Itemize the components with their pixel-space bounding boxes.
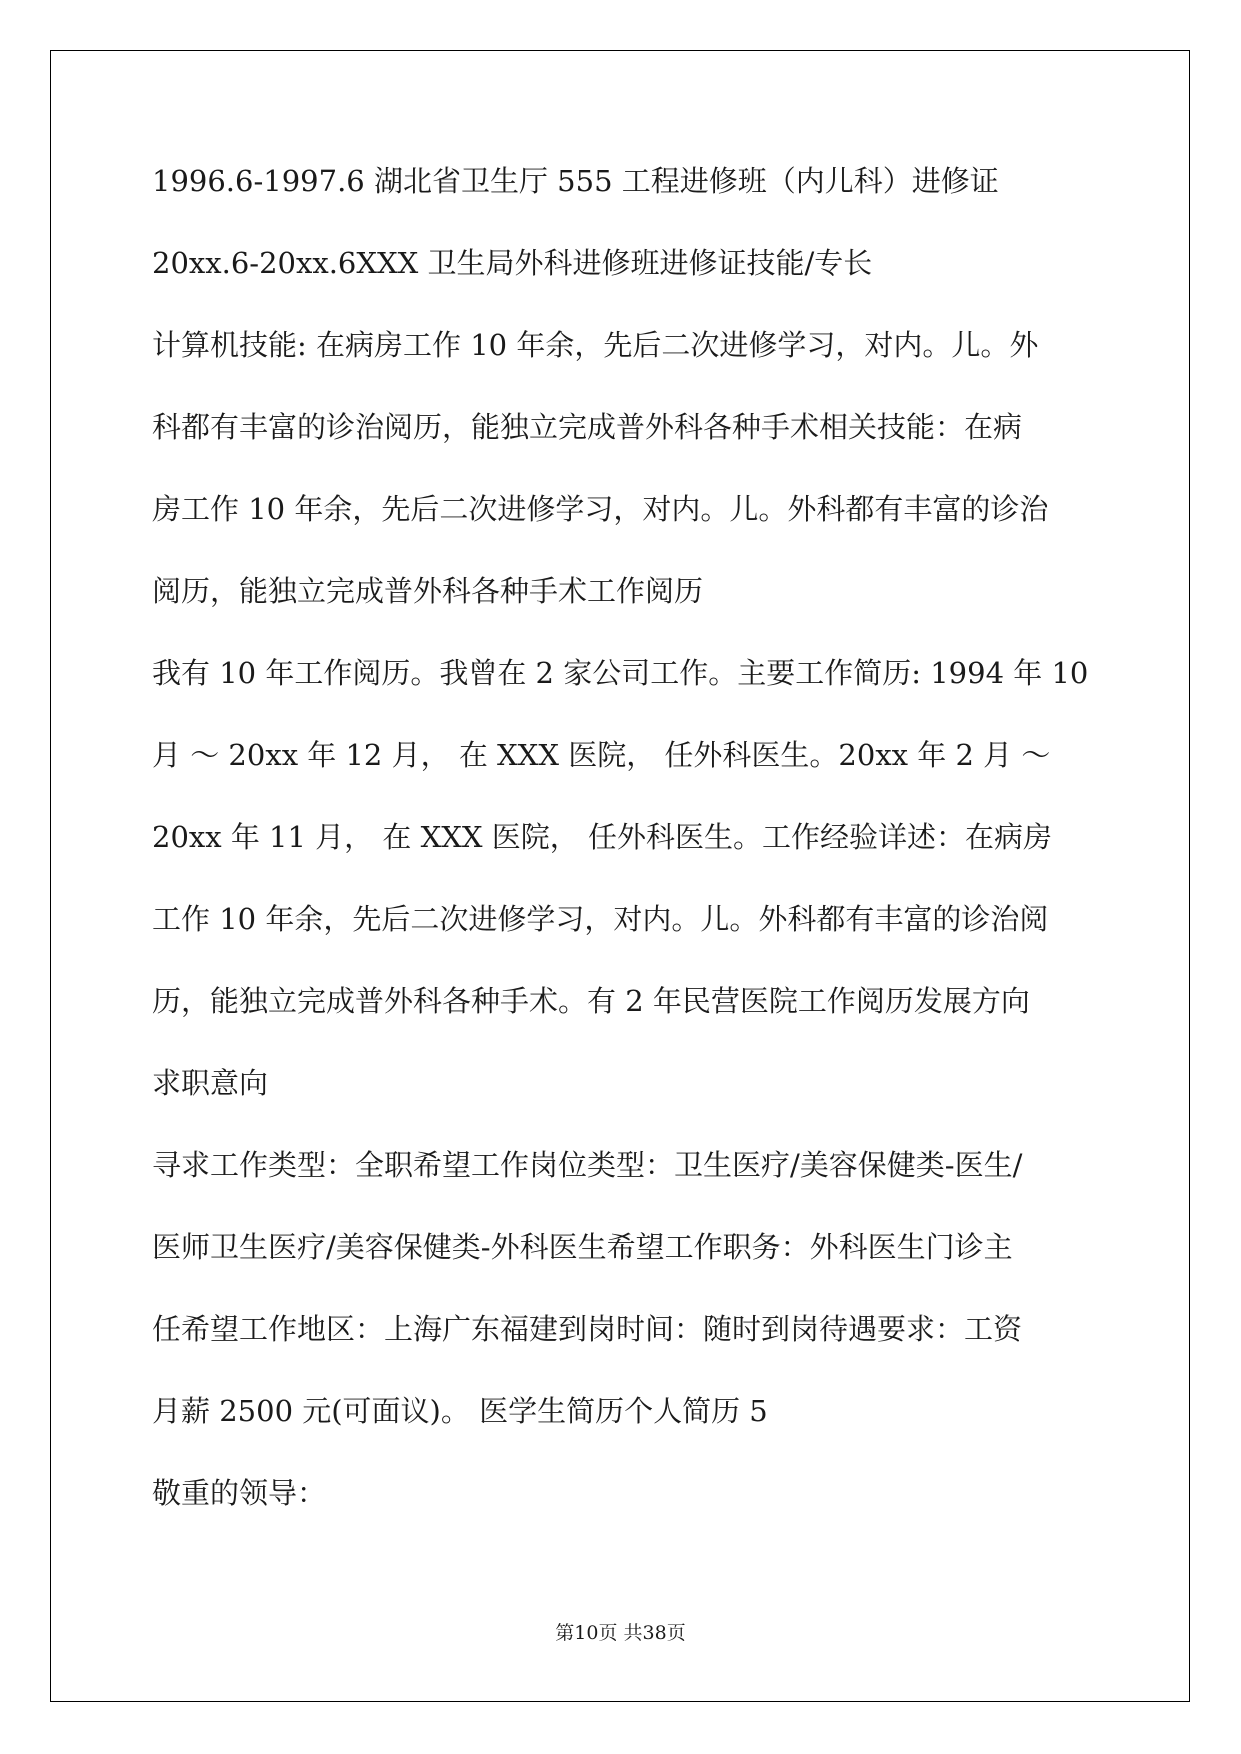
page-number-footer: 第10页 共38页 xyxy=(555,1622,686,1644)
text-line: 寻求工作类型：全职希望工作岗位类型：卫生医疗/美容保健类-医生/ xyxy=(152,1148,1023,1182)
text-line: 医师卫生医疗/美容保健类-外科医生希望工作职务：外科医生门诊主 xyxy=(152,1230,1013,1264)
text-line: 敬重的领导： xyxy=(152,1476,327,1510)
text-line: 月薪 2500 元(可面议)。 医学生简历个人简历 5 xyxy=(152,1394,768,1428)
document-body xyxy=(152,160,1092,1554)
text-line: 房工作 10 年余，先后二次进修学习，对内。儿。外科都有丰富的诊治 xyxy=(152,492,1049,526)
text-line: 科都有丰富的诊治阅历，能独立完成普外科各种手术相关技能：在病 xyxy=(152,410,1023,444)
text-line: 20xx.6-20xx.6XXX 卫生局外科进修班进修证技能/专长 xyxy=(152,246,873,280)
text-line: 20xx 年 11 月， 在 XXX 医院， 任外科医生。工作经验详述：在病房 xyxy=(152,820,1052,854)
text-line: 任希望工作地区：上海广东福建到岗时间：随时到岗待遇要求：工资 xyxy=(152,1312,1023,1346)
text-line: 1996.6-1997.6 湖北省卫生厅 555 工程进修班（内儿科）进修证 xyxy=(152,164,999,198)
text-line: 月 ～ 20xx 年 12 月， 在 XXX 医院， 任外科医生。20xx 年 2 月 ～ xyxy=(152,738,1051,772)
text-line: 计算机技能: 在病房工作 10 年余，先后二次进修学习，对内。儿。外 xyxy=(152,328,1039,362)
text-line: 求职意向 xyxy=(152,1066,269,1100)
text-line: 我有 10 年工作阅历。我曾在 2 家公司工作。主要工作简历: 1994 年 10 xyxy=(152,656,1089,690)
text-line: 阅历，能独立完成普外科各种手术工作阅历 xyxy=(152,574,704,608)
text-line: 工作 10 年余，先后二次进修学习，对内。儿。外科都有丰富的诊治阅 xyxy=(152,902,1049,936)
text-line: 历，能独立完成普外科各种手术。有 2 年民营医院工作阅历发展方向 xyxy=(152,984,1030,1018)
